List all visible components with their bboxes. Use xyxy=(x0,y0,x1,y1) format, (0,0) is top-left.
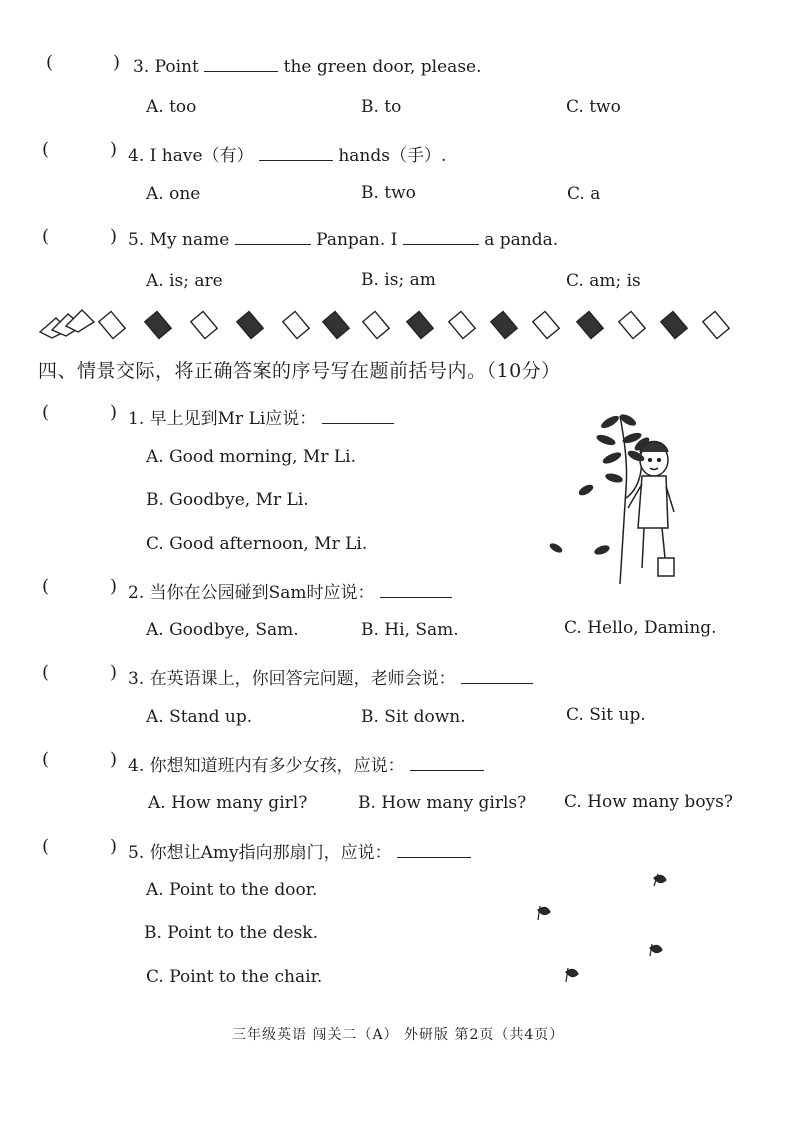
option-c: C. am; is xyxy=(566,271,641,291)
option-a: A. Point to the door. xyxy=(146,880,318,900)
book-border-icon xyxy=(38,306,738,340)
question-prompt: 当你在公园碰到Sam时应说： xyxy=(149,583,375,603)
option-c: C. How many boys? xyxy=(564,792,733,812)
answer-paren-close: ) xyxy=(110,662,118,683)
boy-with-plant-illustration xyxy=(540,408,690,586)
question-5 xyxy=(128,838,471,863)
answer-paren-close: ) xyxy=(110,226,118,247)
option-a: A. is; are xyxy=(146,271,223,291)
option-c: C. Sit up. xyxy=(566,705,646,725)
answer-paren-open: ( xyxy=(42,749,50,770)
question-number: 4. xyxy=(128,146,145,166)
option-c: C. Hello, Daming. xyxy=(564,618,717,638)
question-text: My name xyxy=(149,230,230,250)
answer-paren-close: ) xyxy=(110,836,118,857)
option-c: C. Good afternoon, Mr Li. xyxy=(146,534,368,554)
question-text: the green door, please. xyxy=(283,57,482,77)
option-a: A. one xyxy=(146,184,201,204)
question-number: 3. xyxy=(128,669,145,689)
option-b: B. is; am xyxy=(361,270,436,290)
question-1 xyxy=(128,404,394,429)
question-5 xyxy=(128,228,558,250)
answer-paren-close: ) xyxy=(110,576,118,597)
option-b: B. Goodbye, Mr Li. xyxy=(146,490,309,510)
falling-leaves-illustration xyxy=(528,866,688,996)
question-4 xyxy=(128,751,484,776)
question-text: hands（手）. xyxy=(338,146,447,166)
question-2 xyxy=(128,578,452,603)
answer-paren-open: ( xyxy=(46,52,54,73)
question-text: I have（有） xyxy=(149,146,254,166)
option-b: B. to xyxy=(361,97,402,117)
page-footer: 三年级英语 闯关二（A） 外研版 第2页（共4页） xyxy=(232,1027,565,1043)
answer-paren-close: ) xyxy=(113,52,121,73)
answer-paren-close: ) xyxy=(110,402,118,423)
section-heading: 四、情景交际，将正确答案的序号写在题前括号内。（10分） xyxy=(38,360,561,382)
answer-blank[interactable] xyxy=(403,228,479,245)
question-text: Point xyxy=(154,57,199,77)
option-b: B. Sit down. xyxy=(361,707,466,727)
answer-paren-close: ) xyxy=(110,749,118,770)
answer-blank[interactable] xyxy=(235,228,311,245)
answer-blank[interactable] xyxy=(204,55,278,72)
answer-blank[interactable] xyxy=(322,407,394,424)
answer-paren-open: ( xyxy=(42,662,50,683)
answer-blank[interactable] xyxy=(380,581,452,598)
option-b: B. How many girls? xyxy=(358,793,527,813)
question-text: a panda. xyxy=(484,230,559,250)
option-a: A. How many girl? xyxy=(148,793,308,813)
answer-blank[interactable] xyxy=(397,841,471,858)
question-prompt: 早上见到Mr Li应说： xyxy=(149,409,317,429)
option-a: A. Good morning, Mr Li. xyxy=(146,447,356,467)
question-3 xyxy=(133,55,482,77)
question-4 xyxy=(128,141,446,166)
answer-blank[interactable] xyxy=(259,144,333,161)
question-prompt: 在英语课上，你回答完问题，老师会说： xyxy=(149,669,456,689)
answer-paren-open: ( xyxy=(42,139,50,160)
answer-paren-open: ( xyxy=(42,836,50,857)
option-c: C. a xyxy=(567,184,601,204)
answer-paren-open: ( xyxy=(42,226,50,247)
option-b: B. Hi, Sam. xyxy=(361,620,459,640)
question-number: 2. xyxy=(128,583,145,603)
option-b: B. Point to the desk. xyxy=(144,923,318,943)
option-a: A. Stand up. xyxy=(146,707,253,727)
question-number: 1. xyxy=(128,409,145,429)
answer-paren-open: ( xyxy=(42,576,50,597)
question-number: 4. xyxy=(128,756,145,776)
option-b: B. two xyxy=(361,183,416,203)
option-c: C. two xyxy=(566,97,621,117)
answer-paren-open: ( xyxy=(42,402,50,423)
question-number: 3. xyxy=(133,57,150,77)
answer-blank[interactable] xyxy=(410,754,484,771)
answer-paren-close: ) xyxy=(110,139,118,160)
question-prompt: 你想知道班内有多少女孩，应说： xyxy=(149,756,405,776)
question-number: 5. xyxy=(128,230,145,250)
answer-blank[interactable] xyxy=(461,667,533,684)
question-prompt: 你想让Amy指向那扇门，应说： xyxy=(149,843,392,863)
question-number: 5. xyxy=(128,843,145,863)
option-c: C. Point to the chair. xyxy=(146,967,323,987)
question-3 xyxy=(128,664,533,689)
option-a: A. too xyxy=(146,97,197,117)
option-a: A. Goodbye, Sam. xyxy=(146,620,299,640)
question-text: Panpan. I xyxy=(316,230,398,250)
